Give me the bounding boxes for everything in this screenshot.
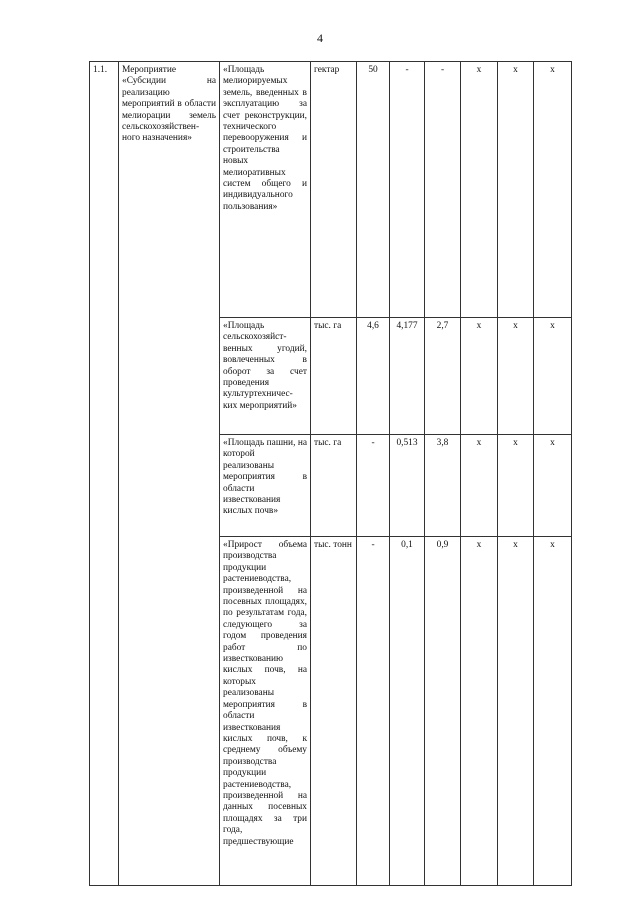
value-cell: 4,177 bbox=[390, 318, 425, 435]
value-cell: 0,1 bbox=[390, 537, 425, 886]
value-cell: 0,9 bbox=[425, 537, 461, 886]
value-cell: - bbox=[357, 435, 390, 537]
value-cell: х bbox=[461, 62, 498, 318]
indicators-table bbox=[89, 61, 572, 886]
page-number: 4 bbox=[317, 31, 323, 45]
event-name-cell: Мероприятие «Субсидии на реализацию мероприятий в области мелиорации земель сельскохозяйствен- ного назначения» bbox=[119, 62, 220, 886]
value-cell: х bbox=[461, 537, 498, 886]
value-cell: 0,513 bbox=[390, 435, 425, 537]
value-cell: х bbox=[461, 318, 498, 435]
unit-cell: тыс. га bbox=[311, 318, 357, 435]
value-cell: 50 bbox=[357, 62, 390, 318]
indicator-cell: «Площадь мелиорируемых земель, введенных в эксплуатацию за счет реконструкции, технического перевооружения и строительства новых мелиоративных систем общего и индивидуального пользования» bbox=[220, 62, 311, 318]
value-cell: 3,8 bbox=[425, 435, 461, 537]
value-cell: х bbox=[461, 435, 498, 537]
value-cell: - bbox=[425, 62, 461, 318]
indicator-cell: «Прирост объема производства продукции растениеводства, произведенной на посевных площадях, по результатам года, следующего за годом проведения работ по известкованию кислых почв, на которых реализованы мероприятия в области известкования кислых почв, к среднему объему производства продукции растениеводства, произведенной на данных посевных площадях за три года, предшествующие bbox=[220, 537, 311, 886]
table-row bbox=[90, 62, 572, 318]
row-number-cell: 1.1. bbox=[90, 62, 119, 886]
value-cell: х bbox=[534, 318, 572, 435]
unit-cell: тыс. га bbox=[311, 435, 357, 537]
unit-cell: гектар bbox=[311, 62, 357, 318]
value-cell: 2,7 bbox=[425, 318, 461, 435]
value-cell: х bbox=[498, 537, 534, 886]
value-cell: х bbox=[534, 435, 572, 537]
value-cell: х bbox=[498, 318, 534, 435]
value-cell: х bbox=[498, 62, 534, 318]
value-cell: 4,6 bbox=[357, 318, 390, 435]
value-cell: х bbox=[534, 537, 572, 886]
value-cell: - bbox=[390, 62, 425, 318]
value-cell: - bbox=[357, 537, 390, 886]
indicator-cell: «Площадь сельскохозяйст- венных угодий, вовлеченных в оборот за счет проведения культуртехничес- ких мероприятий» bbox=[220, 318, 311, 435]
indicator-cell: «Площадь пашни, на которой реализованы мероприятия в области известкования кислых почв» bbox=[220, 435, 311, 537]
value-cell: х bbox=[534, 62, 572, 318]
value-cell: х bbox=[498, 435, 534, 537]
unit-cell: тыс. тонн bbox=[311, 537, 357, 886]
